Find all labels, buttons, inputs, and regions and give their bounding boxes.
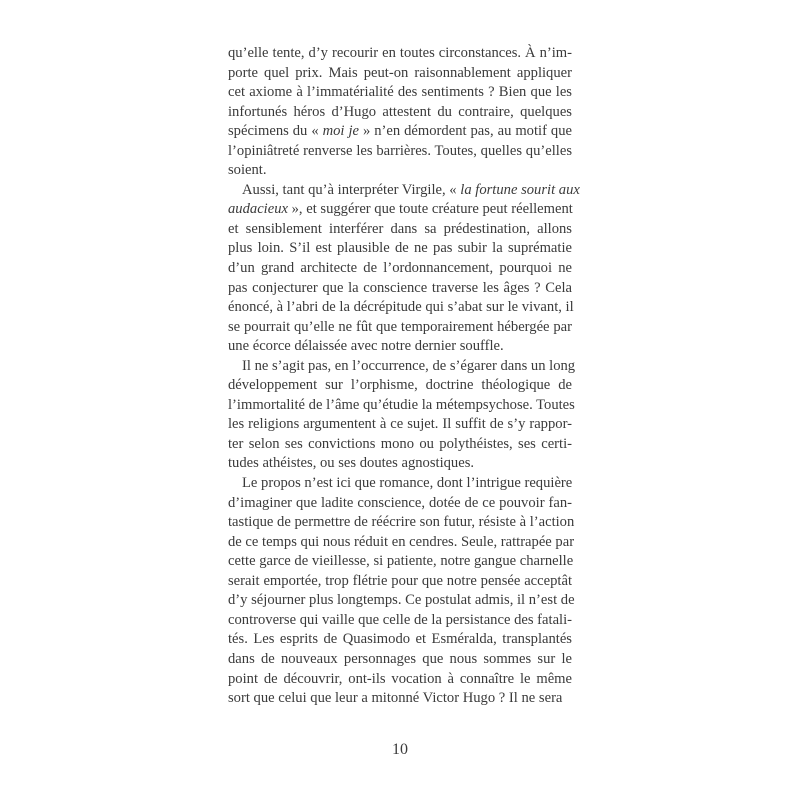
text-run: et sensiblement interférer dans sa prédestination, allons <box>228 220 572 237</box>
text-line <box>228 533 575 553</box>
text-run: une écorce délaissée avec notre dernier souffle. <box>228 338 504 355</box>
text-line <box>228 239 572 259</box>
text-run: cette garce de vieillesse, si patiente, notre gangue charnelle <box>228 553 574 570</box>
text-run: pas conjecturer que la conscience traverse les âges ? Cela <box>228 279 572 296</box>
text-run: énoncé, à l’abri de la décrépitude qui s’abat sur le vivant, il <box>228 299 574 316</box>
text-line <box>228 591 575 611</box>
paragraph <box>228 357 576 474</box>
text-run: développement sur l’orphisme, doctrine théologique de <box>228 377 572 394</box>
text-run: soient. <box>228 162 267 179</box>
text-run: ter selon ses convictions mono ou polythéistes, ses certi- <box>228 435 572 452</box>
text-run: », et suggérer que toute créature peut réellement <box>287 201 573 218</box>
italic-text-run: moi je <box>322 123 359 140</box>
text-line <box>228 200 572 220</box>
text-line <box>228 64 572 84</box>
text-line <box>228 103 572 123</box>
text-line <box>228 474 572 494</box>
text-line <box>228 357 576 377</box>
text-run: point de découvrir, ont-ils vocation à connaître le même <box>228 670 572 687</box>
text-run: porte quel prix. Mais peut-on raisonnablement appliquer <box>228 64 572 81</box>
text-run: d’un grand architecte de l’ordonnancement, pourquoi ne <box>228 260 572 277</box>
text-run: sort que celui que leur a mitonné Victor Hugo ? Il ne sera <box>228 690 563 707</box>
text-line <box>228 142 572 162</box>
text-run: Le propos n’est ici que romance, dont l’intrigue requière <box>242 475 573 492</box>
text-run: qu’elle tente, d’y recourir en toutes circonstances. À n’im- <box>228 45 572 61</box>
body-text <box>228 44 580 709</box>
page-number: 10 <box>392 741 408 758</box>
text-line <box>228 572 572 592</box>
text-run: tés. Les esprits de Quasimodo et Esméralda, transplantés <box>228 631 572 648</box>
text-run: tudes athéistes, ou ses doutes agnostiques. <box>228 455 475 472</box>
text-line <box>228 650 572 670</box>
text-line <box>228 376 572 396</box>
text-run: de ce temps qui nous réduit en cendres. Seule, rattrapée par <box>228 533 575 550</box>
italic-text-run: audacieux <box>228 201 288 218</box>
text-run: serait emportée, trop flétrie pour que notre pensée acceptât <box>228 572 572 589</box>
text-line <box>228 630 572 650</box>
text-run: d’y séjourner plus longtemps. Ce postulat admis, il n’est de <box>228 592 575 609</box>
text-line <box>228 513 575 533</box>
text-line <box>228 337 572 357</box>
text-line <box>228 161 572 181</box>
paragraph <box>228 44 572 181</box>
text-line <box>228 611 572 631</box>
text-run: se pourrait qu’elle ne fût que temporairement hébergée par <box>228 318 572 335</box>
text-line <box>228 259 572 279</box>
text-run: tastique de permettre de réécrire son futur, résiste à l’action <box>228 514 575 531</box>
text-line <box>228 689 572 709</box>
text-line <box>228 318 572 338</box>
text-run: controverse qui vaille que celle de la persistance des fatali- <box>228 611 573 628</box>
text-line <box>228 552 572 572</box>
text-line <box>228 181 580 201</box>
text-run: Aussi, tant qu’à interpréter Virgile, « <box>242 181 461 198</box>
text-run: » n’en démordent pas, au motif que <box>359 123 572 140</box>
text-line <box>228 494 572 514</box>
paragraph <box>228 474 575 709</box>
text-run: l’immortalité de l’âme qu’étudie la métempsychose. Toutes <box>228 396 575 413</box>
text-line <box>228 44 572 64</box>
text-run: d’imaginer que ladite conscience, dotée de ce pouvoir fan- <box>228 494 572 511</box>
text-run: dans de nouveaux personnages que nous sommes sur le <box>228 650 572 667</box>
text-line <box>228 415 572 435</box>
text-line <box>228 454 572 474</box>
text-line <box>228 298 572 318</box>
text-run: infortunés héros d’Hugo attestent du contraire, quelques <box>228 103 572 120</box>
text-run: l’opiniâtreté renverse les barrières. Toutes, quelles qu’elles <box>228 142 572 159</box>
text-run: Il ne s’agit pas, en l’occurrence, de s’égarer dans un long <box>242 357 576 374</box>
text-line <box>228 220 572 240</box>
italic-text-run: la fortune sourit aux <box>460 181 580 198</box>
text-run: plus loin. S’il est plausible de ne pas subir la suprématie <box>228 240 572 257</box>
text-line <box>228 670 572 690</box>
paragraph <box>228 181 580 357</box>
text-run: spécimens du « <box>228 123 323 140</box>
text-line <box>228 279 572 299</box>
text-line <box>228 396 575 416</box>
text-run: cet axiome à l’immatérialité des sentiments ? Bien que les <box>228 84 572 101</box>
text-line <box>228 83 572 103</box>
text-line <box>228 435 572 455</box>
text-run: les religions argumentent à ce sujet. Il suffit de s’y rappor- <box>228 416 572 433</box>
text-line <box>228 122 572 142</box>
